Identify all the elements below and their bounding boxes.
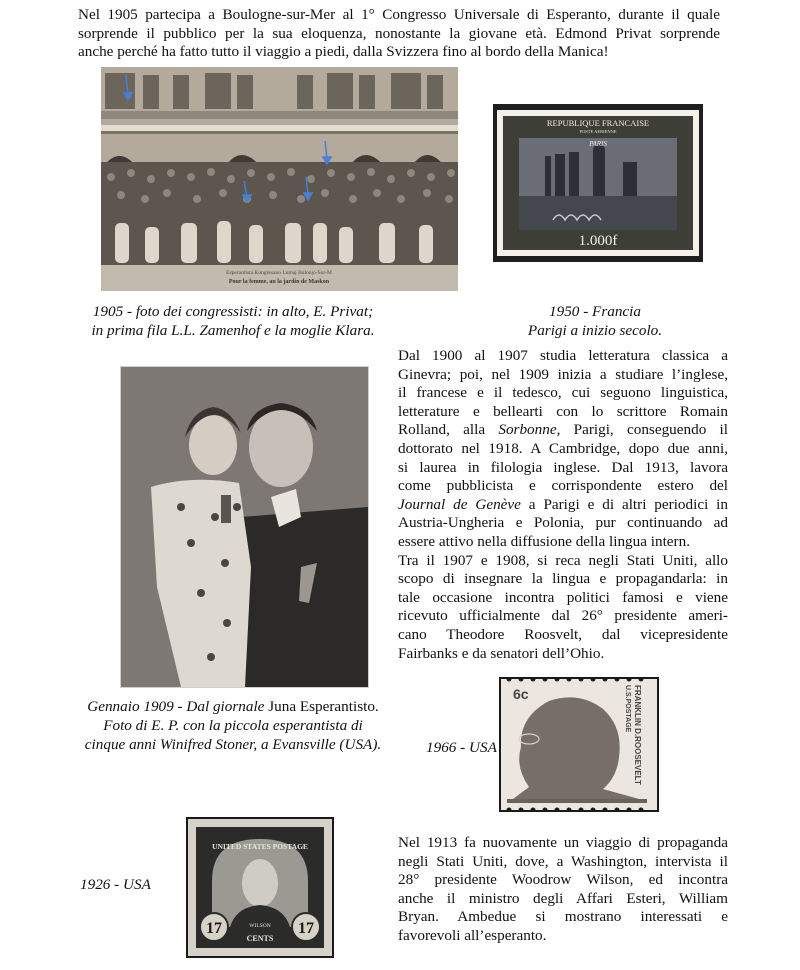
wilson-line: negli Stati Uniti, dove, a Washington, intervista il (398, 852, 728, 870)
usa-1926-caption: 1926 - USA (80, 876, 151, 893)
stamp-france-1950 (493, 104, 703, 262)
stamp-wil-header: UNITED STATES POSTAGE (212, 842, 308, 851)
stamp-wil-value-right: 17 (298, 920, 314, 937)
bio-text: a Parigi e di altri periodici in (520, 495, 729, 513)
intro-line: anche perché ha fatto tutto il viaggio a piedi, dalla Svizzera fino al bordo della Manica! (78, 43, 609, 60)
bio-line: scopo di insegnare la lingua e propagandarla: in (398, 570, 728, 588)
congress-caption (78, 302, 388, 340)
newspaper-title: Juna Esperantisto. (268, 698, 379, 715)
stamp-wil-name: WILSON (249, 923, 271, 929)
bio-line: Ginevra; poi, nel 1909 inizia a studiare l’inglese, (398, 365, 728, 383)
bio-line: cano Theodore Roosvelt, dal vicepresidente (398, 625, 728, 643)
bio-line: come pubblicista e corrispondente estero del (398, 477, 728, 495)
bio-line (398, 421, 728, 440)
wilson-line: anche il ministro degli Affari Esteri, William (398, 889, 728, 907)
caption-line: Parigi a inizio secolo. (527, 322, 663, 339)
wilson-line: 28° presidente Woodrow Wilson, ed incontra (398, 871, 728, 889)
banner-line-1: Esperantista Kongresano Lumaj Bulonjo-Sur-M (226, 270, 332, 276)
stamp-fr-city: PARIS (589, 140, 607, 148)
caption-line: Foto di E. P. con la piccola esperantista di (103, 717, 363, 734)
bio-line: tale occasione incontra politici famosi e viene (398, 588, 728, 606)
stamp-fr-header: REPUBLIQUE FRANCAISE (546, 118, 650, 128)
bio-line: ricevuto ufficialmente dal 26° presidente ameri- (398, 607, 728, 625)
usa-1966-caption: 1966 - USA (426, 739, 497, 756)
portrait-photo-privat-stoner (120, 366, 369, 688)
caption-line: 1950 - Francia (549, 303, 641, 320)
sorbonne-italic: Sorbonne, (498, 421, 561, 439)
caption-line: in prima fila L.L. Zamenhof e la moglie Klara. (91, 322, 375, 339)
bio-line: si laurea in filologia inglese. Dal 1913, lavora (398, 458, 728, 476)
bio-line: il francese e il tedesco, cui seguono linguistica, (398, 384, 728, 402)
stamp-fr-value: 1.000f (578, 233, 618, 249)
bio-line: Tra il 1907 e 1908, si reca negli Stati Uniti, allo (398, 551, 728, 569)
stamp-wil-value-left: 17 (206, 920, 222, 937)
caption-line: 1905 - foto dei congressisti: in alto, E. Privat; (92, 303, 374, 320)
banner-line-2: Pour la femme, au la jardin de Maskon (228, 279, 330, 285)
caption-line: cinque anni Winifred Stoner, a Evansville (USA). (84, 736, 382, 753)
bio-text: Parigi, conseguendo il (560, 421, 728, 439)
bio-line (398, 496, 728, 515)
bio-line: letterature e bellearti con lo scrittore Romain (398, 402, 728, 420)
stamp-fdr-country: U.S.POSTAGE (624, 685, 631, 733)
caption-line-italic: Gennaio 1909 - Dal giornale (87, 698, 269, 715)
stamp-usa-1966-roosevelt (499, 677, 659, 812)
caption-line (68, 697, 398, 716)
intro-line: sorprende il pubblico per la sua eloquenza, nonostante la giovane età. Edmond Privat sorprende (78, 24, 720, 42)
wilson-line: favorevoli all’esperanto. (398, 926, 547, 944)
bio-line: Austria-Ungheria e Polonia, pur continuando ad (398, 514, 728, 532)
bio-line: essere attivo nella diffusione della lingua intern. (398, 532, 690, 550)
wilson-paragraph (398, 834, 728, 946)
biography-paragraph (398, 347, 728, 663)
stamp-wil-cents: CENTS (246, 934, 274, 943)
stamp-fr-subheader: POSTE AERIENNE (579, 129, 617, 134)
bio-text: Rolland, alla (398, 421, 499, 439)
congress-group-photo (101, 67, 458, 291)
france-caption (470, 302, 720, 340)
bio-line: dottorato nel 1918. A Cambridge, dopo due anni, (398, 439, 728, 457)
stamp-fdr-name: FRANKLIN D.ROOSEVELT (633, 685, 642, 785)
stamp-usa-1926-wilson (186, 817, 334, 958)
wilson-line: Nel 1913 fa nuovamente un viaggio di propaganda (398, 834, 728, 851)
wilson-line: Bryan. Ambedue si mostrano interessati e (398, 908, 728, 926)
intro-paragraph (78, 6, 720, 62)
portrait-caption (68, 697, 398, 754)
intro-line: Nel 1905 partecipa a Boulogne-sur-Mer al 1° Congresso Universale di Esperanto, durante il quale (78, 6, 720, 23)
bio-line: Dal 1900 al 1907 studia letteratura classica a (398, 347, 728, 364)
bio-line: Fairbanks e da senatori dell’Ohio. (398, 644, 605, 662)
journal-title-italic: Journal de Genève (398, 495, 521, 513)
stamp-fdr-value: 6c (513, 686, 529, 702)
